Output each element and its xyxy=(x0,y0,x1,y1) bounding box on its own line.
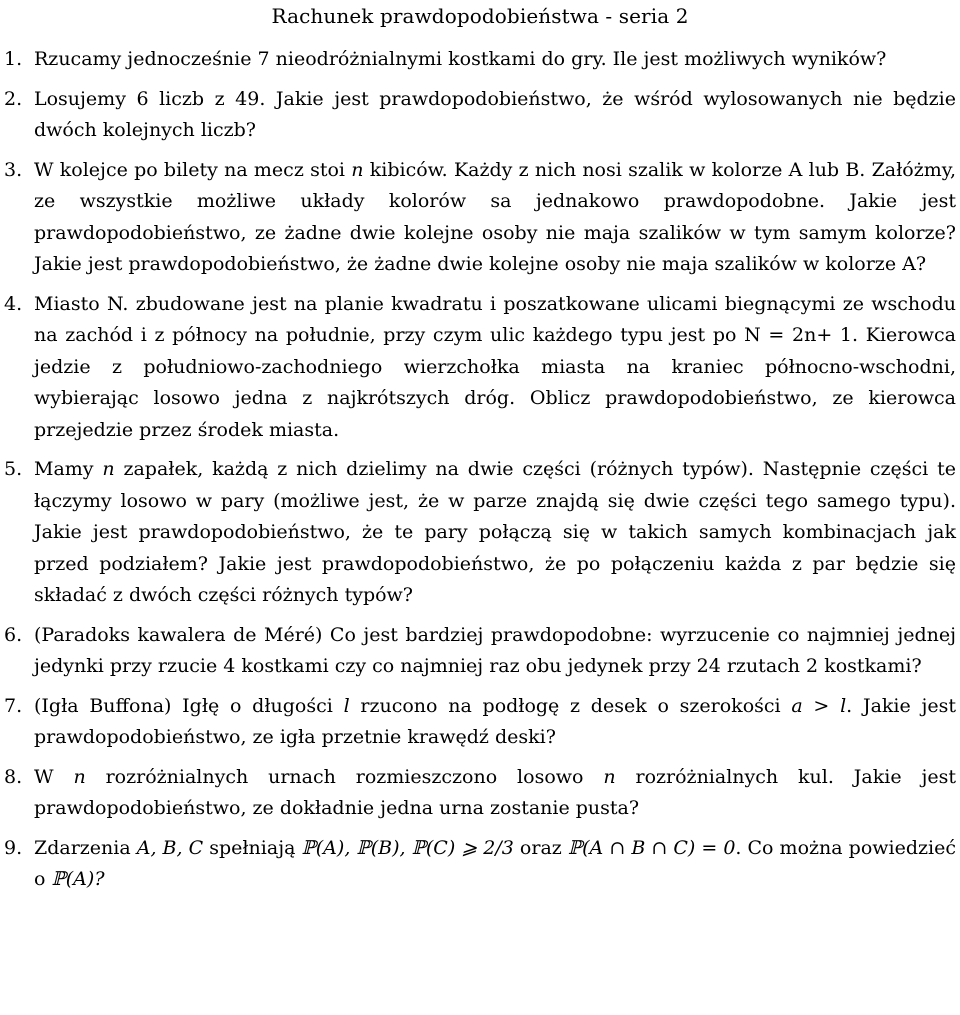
problem-text: (Paradoks kawalera de Méré) Co jest bardziej prawdopodobne: wyrzucenie co najmniej jednej jedynki przy rzucie 4 kostkami czy co najmniej raz obu jedynek przy 24 rzutach 2 kostkami? xyxy=(34,623,956,677)
math-variable: n xyxy=(73,765,86,788)
problem-number: 9. xyxy=(4,836,23,859)
problem-7 xyxy=(4,691,956,754)
math-formula: ℙ(A ∩ B ∩ C) = 0 xyxy=(567,836,736,859)
problem-text-part: Mamy xyxy=(34,458,103,480)
problem-text-part: rozróżnialnych urnach rozmieszczono losowo xyxy=(85,765,604,788)
problem-text-part: . Jakie jest prawdopodobieństwo, ze igła przetnie krawędź deski? xyxy=(34,694,957,748)
problem-number: 3. xyxy=(4,158,23,181)
problem-text-part: Zdarzenia xyxy=(34,836,137,859)
problem-number: 8. xyxy=(4,765,23,788)
problem-2 xyxy=(4,84,956,147)
problem-text-part: oraz xyxy=(513,836,568,859)
problem-text-part: W kolejce po bilety na mecz stoi xyxy=(34,158,352,181)
problem-number: 7. xyxy=(4,694,23,717)
math-formula: ℙ(A), ℙ(B), ℙ(C) ⩾ 2/3 xyxy=(301,836,514,859)
problem-number: 4. xyxy=(4,292,23,315)
problem-text-part: rzucono na podłogę z desek o szerokości xyxy=(349,694,792,717)
problem-text-part: . Co można powiedzieć o xyxy=(34,836,956,890)
problem-5 xyxy=(4,454,956,612)
page-title: Rachunek prawdopodobieństwa - seria 2 xyxy=(271,4,689,28)
problem-number: 5. xyxy=(4,458,23,480)
math-variable: l xyxy=(343,694,350,717)
problem-4 xyxy=(4,289,956,447)
problem-text-part: (Igła Buffona) Igłę o długości xyxy=(34,694,344,717)
problem-text-part: rozróżnialnych kul. Jakie jest prawdopodobieństwo, ze dokładnie jedna urna zostanie pusta? xyxy=(34,765,956,819)
problem-text-part: W xyxy=(34,765,74,788)
problem-text-part: zapałek, każdą z nich dzielimy na dwie części (różnych typów). Następnie części te łączymy losowo w pary (możliwe jest, że w parze znajdą się dwie części tego samego typu). Jakie jest prawdopodobieństwo, że te pary połączą się w takich samych kombinacjach jak przed podziałem? Jakie jest prawdopodobieństwo, że po połączeniu każda z par będzie się składać z dwóch części różnych typów? xyxy=(34,458,956,606)
problem-text-part: kibiców. Każdy z nich nosi szalik w kolorze A lub B. Załóżmy, ze wszystkie możliwe układy kolorów sa jednakowo prawdopodobne. Jakie jest prawdopodobieństwo, ze żadne dwie kolejne osoby nie maja szalików w tym samym kolorze? Jakie jest prawdopodobieństwo, że żadne dwie kolejne osoby nie maja szalików w kolorze A? xyxy=(34,158,956,275)
problem-text: Losujemy 6 liczb z 49. Jakie jest prawdopodobieństwo, że wśród wylosowanych nie będzie dwóch kolejnych liczb? xyxy=(34,87,956,141)
problem-6 xyxy=(4,620,956,683)
problem-text-part: spełniają xyxy=(203,836,302,859)
math-inequality: a > l xyxy=(791,694,847,717)
problem-text: Miasto N. zbudowane jest na planie kwadratu i poszatkowane ulicami biegnącymi ze wschodu na zachód i z północy na południe, przy czym ulic każdego typu jest po N = 2n+ 1. Kierowca jedzie z południowo-zachodniego wierzchołka miasta na kraniec północno-wschodni, wybierając losowo jedna z najkrótszych dróg. Oblicz prawdopodobieństwo, ze kierowca przejedzie przez środek miasta. xyxy=(34,292,956,441)
math-formula: ℙ(A)? xyxy=(51,868,105,890)
problem-9 xyxy=(4,833,956,896)
problem-1 xyxy=(4,44,956,76)
math-variable: n xyxy=(102,458,115,480)
problem-3 xyxy=(4,155,956,281)
problem-number: 2. xyxy=(4,87,23,110)
problem-number: 1. xyxy=(4,48,23,70)
problem-text: Rzucamy jednocześnie 7 nieodróżnialnymi kostkami do gry. Ile jest możliwych wyników? xyxy=(34,48,887,70)
math-variable: n xyxy=(351,158,364,181)
problem-number: 6. xyxy=(4,623,23,646)
problem-8 xyxy=(4,762,956,825)
math-variable: n xyxy=(603,765,616,788)
math-events: A, B, C xyxy=(136,836,204,859)
